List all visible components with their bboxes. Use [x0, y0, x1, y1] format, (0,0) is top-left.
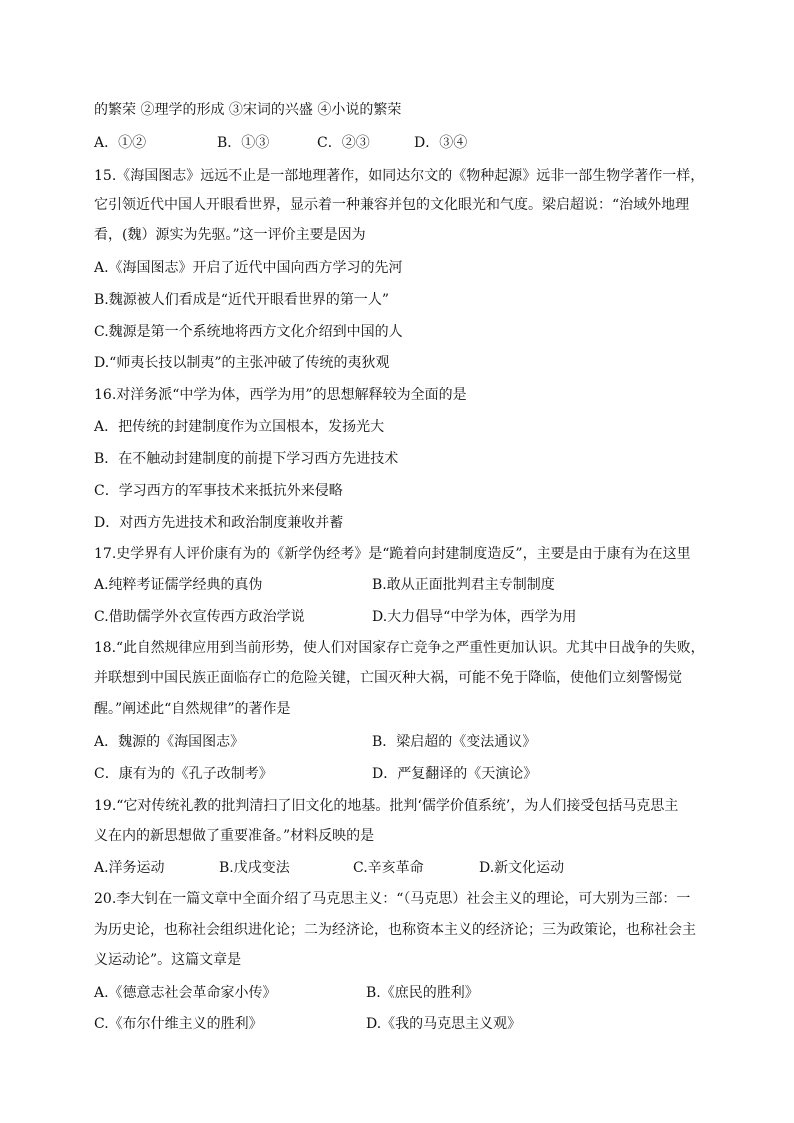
q19-option-d: D.新文化运动 — [479, 860, 565, 876]
q16-option-b: B．在不触动封建制度的前提下学习西方先进技术 — [94, 451, 399, 467]
q18-stem-line-1: 18.“此自然规律应用到当前形势，使人们对国家存亡竞争之严重性更加认识。尤其中日战争的失败， — [94, 640, 705, 656]
q16-option-d: D．对西方先进技术和政治制度兼收并蓄 — [94, 515, 344, 531]
q16-option-a: A．把传统的封建制度作为立国根本，发扬光大 — [94, 419, 385, 435]
q17-option-b: B.敢从正面批判君主专制制度 — [372, 577, 555, 593]
q17-option-d: D.大力倡导“中学为体，西学为用 — [372, 609, 577, 625]
q20-option-a: A.《德意志社会革命家小传》 — [94, 985, 277, 1001]
q15-option-d: D.“师夷长技以制夷”的主张冲破了传统的夷狄观 — [94, 355, 390, 371]
q14-option-a: A．①② — [94, 135, 147, 151]
q20-stem-line-1: 20.李大钊在一篇文章中全面介绍了马克思主义：“（马克思）社会主义的理论，可大别为三部：一 — [94, 891, 691, 907]
q17-stem: 17.史学界有人评价康有为的《新学伪经考》是“跪着向封建制度造反”，主要是由于康有为在这里 — [94, 546, 691, 562]
q18-option-b: B．梁启超的《变法通议》 — [372, 734, 537, 750]
q15-option-a: A.《海国图志》开启了近代中国向西方学习的先河 — [94, 260, 403, 276]
q20-stem-line-2: 为历史论，也称社会组织进化论；二为经济论，也称资本主义的经济论；三为政策论，也称社会主 — [94, 922, 696, 938]
q19-option-a: A.洋务运动 — [94, 860, 165, 876]
q20-option-d: D.《我的马克思主义观》 — [366, 1016, 522, 1032]
q15-option-b: B.魏源被人们看成是“近代开眼看世界的第一人” — [94, 292, 390, 308]
q18-option-d: D．严复翻译的《天演论》 — [372, 766, 538, 782]
q19-stem-line-2: 义在内的新思想做了重要准备。”材料反映的是 — [94, 828, 375, 844]
q14-option-b: B．①③ — [217, 135, 270, 151]
q14-option-c: C．②③ — [317, 135, 370, 151]
q18-option-c: C．康有为的《孔子改制考》 — [94, 766, 273, 782]
q18-stem-line-2: 并联想到中国民族正面临存亡的危险关键，亡国灭种大祸，可能不免于降临，使他们立刻警惕觉 — [94, 670, 682, 686]
q18-stem-line-3: 醒。”阐述此“自然规律”的著作是 — [94, 701, 291, 717]
q15-stem-line-1: 15.《海国图志》远远不止是一部地理著作，如同达尔文的《物种起源》远非一部生物学著作一样， — [94, 168, 705, 184]
q17-option-a: A.纯粹考证儒学经典的真伪 — [94, 577, 263, 593]
q19-option-c: C.辛亥革命 — [353, 860, 424, 876]
q17-option-c: C.借助儒学外衣宣传西方政治学说 — [94, 609, 305, 625]
q15-stem-line-2: 它引领近代中国人开眼看世界，显示着一种兼容并包的文化眼光和气度。梁启超说：“治域外地理 — [94, 197, 690, 213]
q18-option-a: A．魏源的《海国图志》 — [94, 734, 245, 750]
q20-stem-line-3: 义运动论”。这篇文章是 — [94, 952, 242, 968]
q16-stem: 16.对洋务派“中学为体，西学为用”的思想解释较为全面的是 — [94, 387, 467, 403]
q15-stem-line-3: 看，(魏）源实为先驱。”这一评价主要是因为 — [94, 227, 366, 243]
q16-option-c: C．学习西方的军事技术来抵抗外来侵略 — [94, 483, 343, 499]
q14-continuation: 的繁荣 ②理学的形成 ③宋词的兴盛 ④小说的繁荣 — [94, 102, 402, 118]
q19-option-b: B.戊戌变法 — [219, 860, 290, 876]
q20-option-b: B.《庶民的胜利》 — [366, 985, 479, 1001]
q14-option-d: D．③④ — [414, 135, 468, 151]
q15-option-c: C.魏源是第一个系统地将西方文化介绍到中国的人 — [94, 324, 403, 340]
q19-stem-line-1: 19.“它对传统礼教的批判清扫了旧文化的地基。批判‘儒学价值系统’，为人们接受包括马克思主 — [94, 798, 679, 814]
q20-option-c: C.《布尔什维主义的胜利》 — [94, 1016, 263, 1032]
